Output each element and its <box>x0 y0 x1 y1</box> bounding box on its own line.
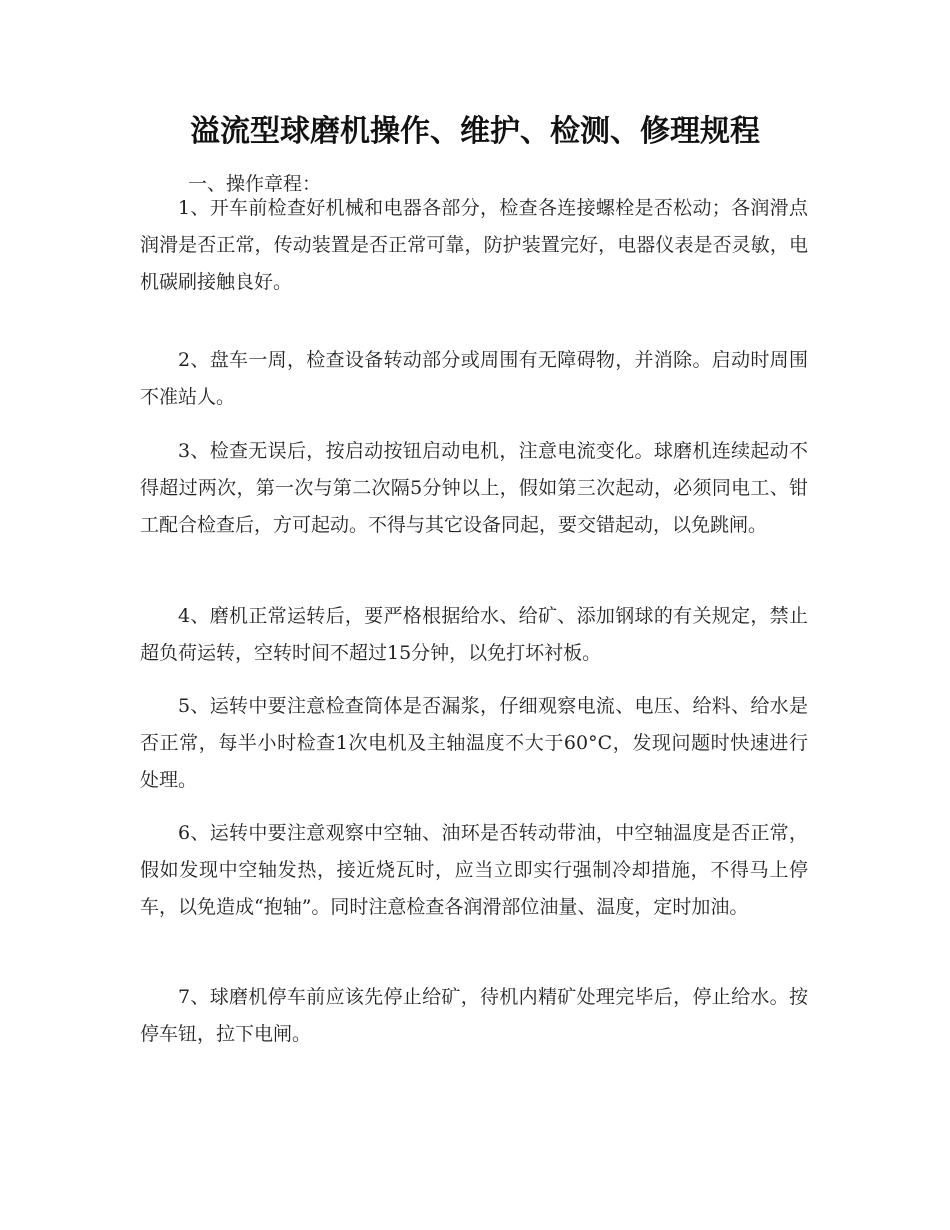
paragraph-5: 5、运转中要注意检查筒体是否漏浆，仔细观察电流、电压、给料、给水是否正常，每半小时检查1次电机及主轴温度不大于60°C，发现问题时快速进行处理。 <box>140 695 808 791</box>
paragraph-3: 3、检查无误后，按启动按钮启动电机，注意电流变化。球磨机连续起动不得超过两次，第一次与第二次隔5分钟以上，假如第三次起动，必须同电工、钳工配合检查后，方可起动。不得与其它设备同起，要交错起动，以免跳闸。 <box>140 440 808 536</box>
paragraph-7: 7、球磨机停车前应该先停止给矿，待机内精矿处理完毕后，停止给水。按停车钮，拉下电闸。 <box>140 986 808 1045</box>
paragraph-1: 1、开车前检查好机械和电器各部分，检查各连接螺栓是否松动；各润滑点润滑是否正常，传动装置是否正常可靠，防护装置完好，电器仪表是否灵敏，电机碳刷接触良好。 <box>140 197 808 293</box>
paragraph-2: 2、盘车一周，检查设备转动部分或周围有无障碍物，并消除。启动时周围不准站人。 <box>140 349 808 408</box>
document-title: 溢流型球磨机操作、维护、检测、修理规程 <box>190 114 760 149</box>
section-heading: 一、操作章程： <box>188 173 322 195</box>
paragraph-4: 4、磨机正常运转后，要严格根据给水、给矿、添加钢球的有关规定，禁止超负荷运转，空转时间不超过15分钟，以免打坏衬板。 <box>140 605 808 664</box>
paragraph-6: 6、运转中要注意观察中空轴、油环是否转动带油，中空轴温度是否正常，假如发现中空轴发热，接近烧瓦时，应当立即实行强制冷却措施，不得马上停车，以免造成“抱轴”。同时注意检查各润滑部位油量、温度，定时加油。 <box>140 822 808 918</box>
